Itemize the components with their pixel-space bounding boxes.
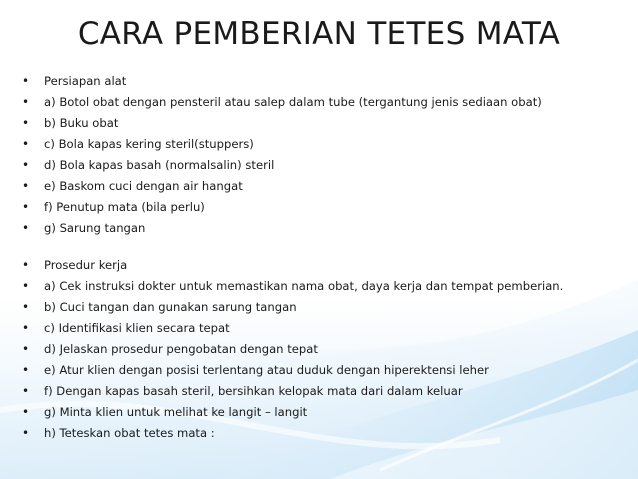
- list-item: [0, 380, 638, 402]
- list-item: [0, 401, 638, 423]
- list-item-text: Persiapan alat: [44, 74, 127, 88]
- list-item-text: c) Identifikasi klien secara tepat: [44, 321, 230, 335]
- bullet-icon: •: [22, 363, 30, 377]
- bullet-icon: •: [22, 116, 30, 130]
- list-item: [0, 317, 638, 339]
- list-item-text: e) Baskom cuci dengan air hangat: [44, 179, 243, 193]
- list-item: [0, 217, 638, 239]
- bullet-icon: •: [22, 95, 30, 109]
- list-item-text: b) Cuci tangan dan gunakan sarung tangan: [44, 300, 297, 314]
- list-item-text: e) Atur klien dengan posisi terlentang atau duduk dengan hiperektensi leher: [44, 363, 489, 377]
- bullet-icon: •: [22, 321, 30, 335]
- list-item-text: g) Minta klien untuk melihat ke langit – langit: [44, 405, 308, 419]
- list-item: [0, 275, 638, 297]
- list-item-text: a) Cek instruksi dokter untuk memastikan nama obat, daya kerja dan tempat pemberian.: [44, 279, 564, 293]
- list-item-text: b) Buku obat: [44, 116, 119, 130]
- list-item: [0, 112, 638, 134]
- slide-title: CARA PEMBERIAN TETES MATA: [77, 16, 561, 52]
- list-item-text: f) Dengan kapas basah steril, bersihkan kelopak mata dari dalam keluar: [44, 384, 463, 398]
- list-item-text: d) Jelaskan prosedur pengobatan dengan tepat: [44, 342, 318, 356]
- list-item-text: d) Bola kapas basah (normalsalin) steril: [44, 158, 275, 172]
- list-item: [0, 254, 638, 276]
- list-item: [0, 359, 638, 381]
- bullet-icon: •: [22, 74, 30, 88]
- list-item-text: f) Penutup mata (bila perlu): [44, 200, 205, 214]
- bullet-icon: •: [22, 258, 30, 272]
- list-item: [0, 196, 638, 218]
- list-item: [0, 422, 638, 444]
- bullet-icon: •: [22, 221, 30, 235]
- list-item-text: Prosedur kerja: [44, 258, 128, 272]
- list-item-text: g) Sarung tangan: [44, 221, 146, 235]
- list-item: [0, 154, 638, 176]
- bullet-icon: •: [22, 384, 30, 398]
- list-item-text: h) Teteskan obat tetes mata :: [44, 426, 215, 440]
- bullet-icon: •: [22, 200, 30, 214]
- list-item: [0, 338, 638, 360]
- list-item: [0, 70, 638, 92]
- bullet-icon: •: [22, 405, 30, 419]
- list-item: [0, 296, 638, 318]
- bullet-icon: •: [22, 158, 30, 172]
- bullet-icon: •: [22, 279, 30, 293]
- bullet-icon: •: [22, 137, 30, 151]
- bullet-icon: •: [22, 426, 30, 440]
- bullet-icon: •: [22, 300, 30, 314]
- list-item: [0, 175, 638, 197]
- list-item: [0, 91, 638, 113]
- bullet-icon: •: [22, 179, 30, 193]
- list-item-text: c) Bola kapas kering steril(stuppers): [44, 137, 254, 151]
- list-item: [0, 133, 638, 155]
- list-item-text: a) Botol obat dengan pensteril atau salep dalam tube (tergantung jenis sediaan obat): [44, 95, 542, 109]
- bullet-icon: •: [22, 342, 30, 356]
